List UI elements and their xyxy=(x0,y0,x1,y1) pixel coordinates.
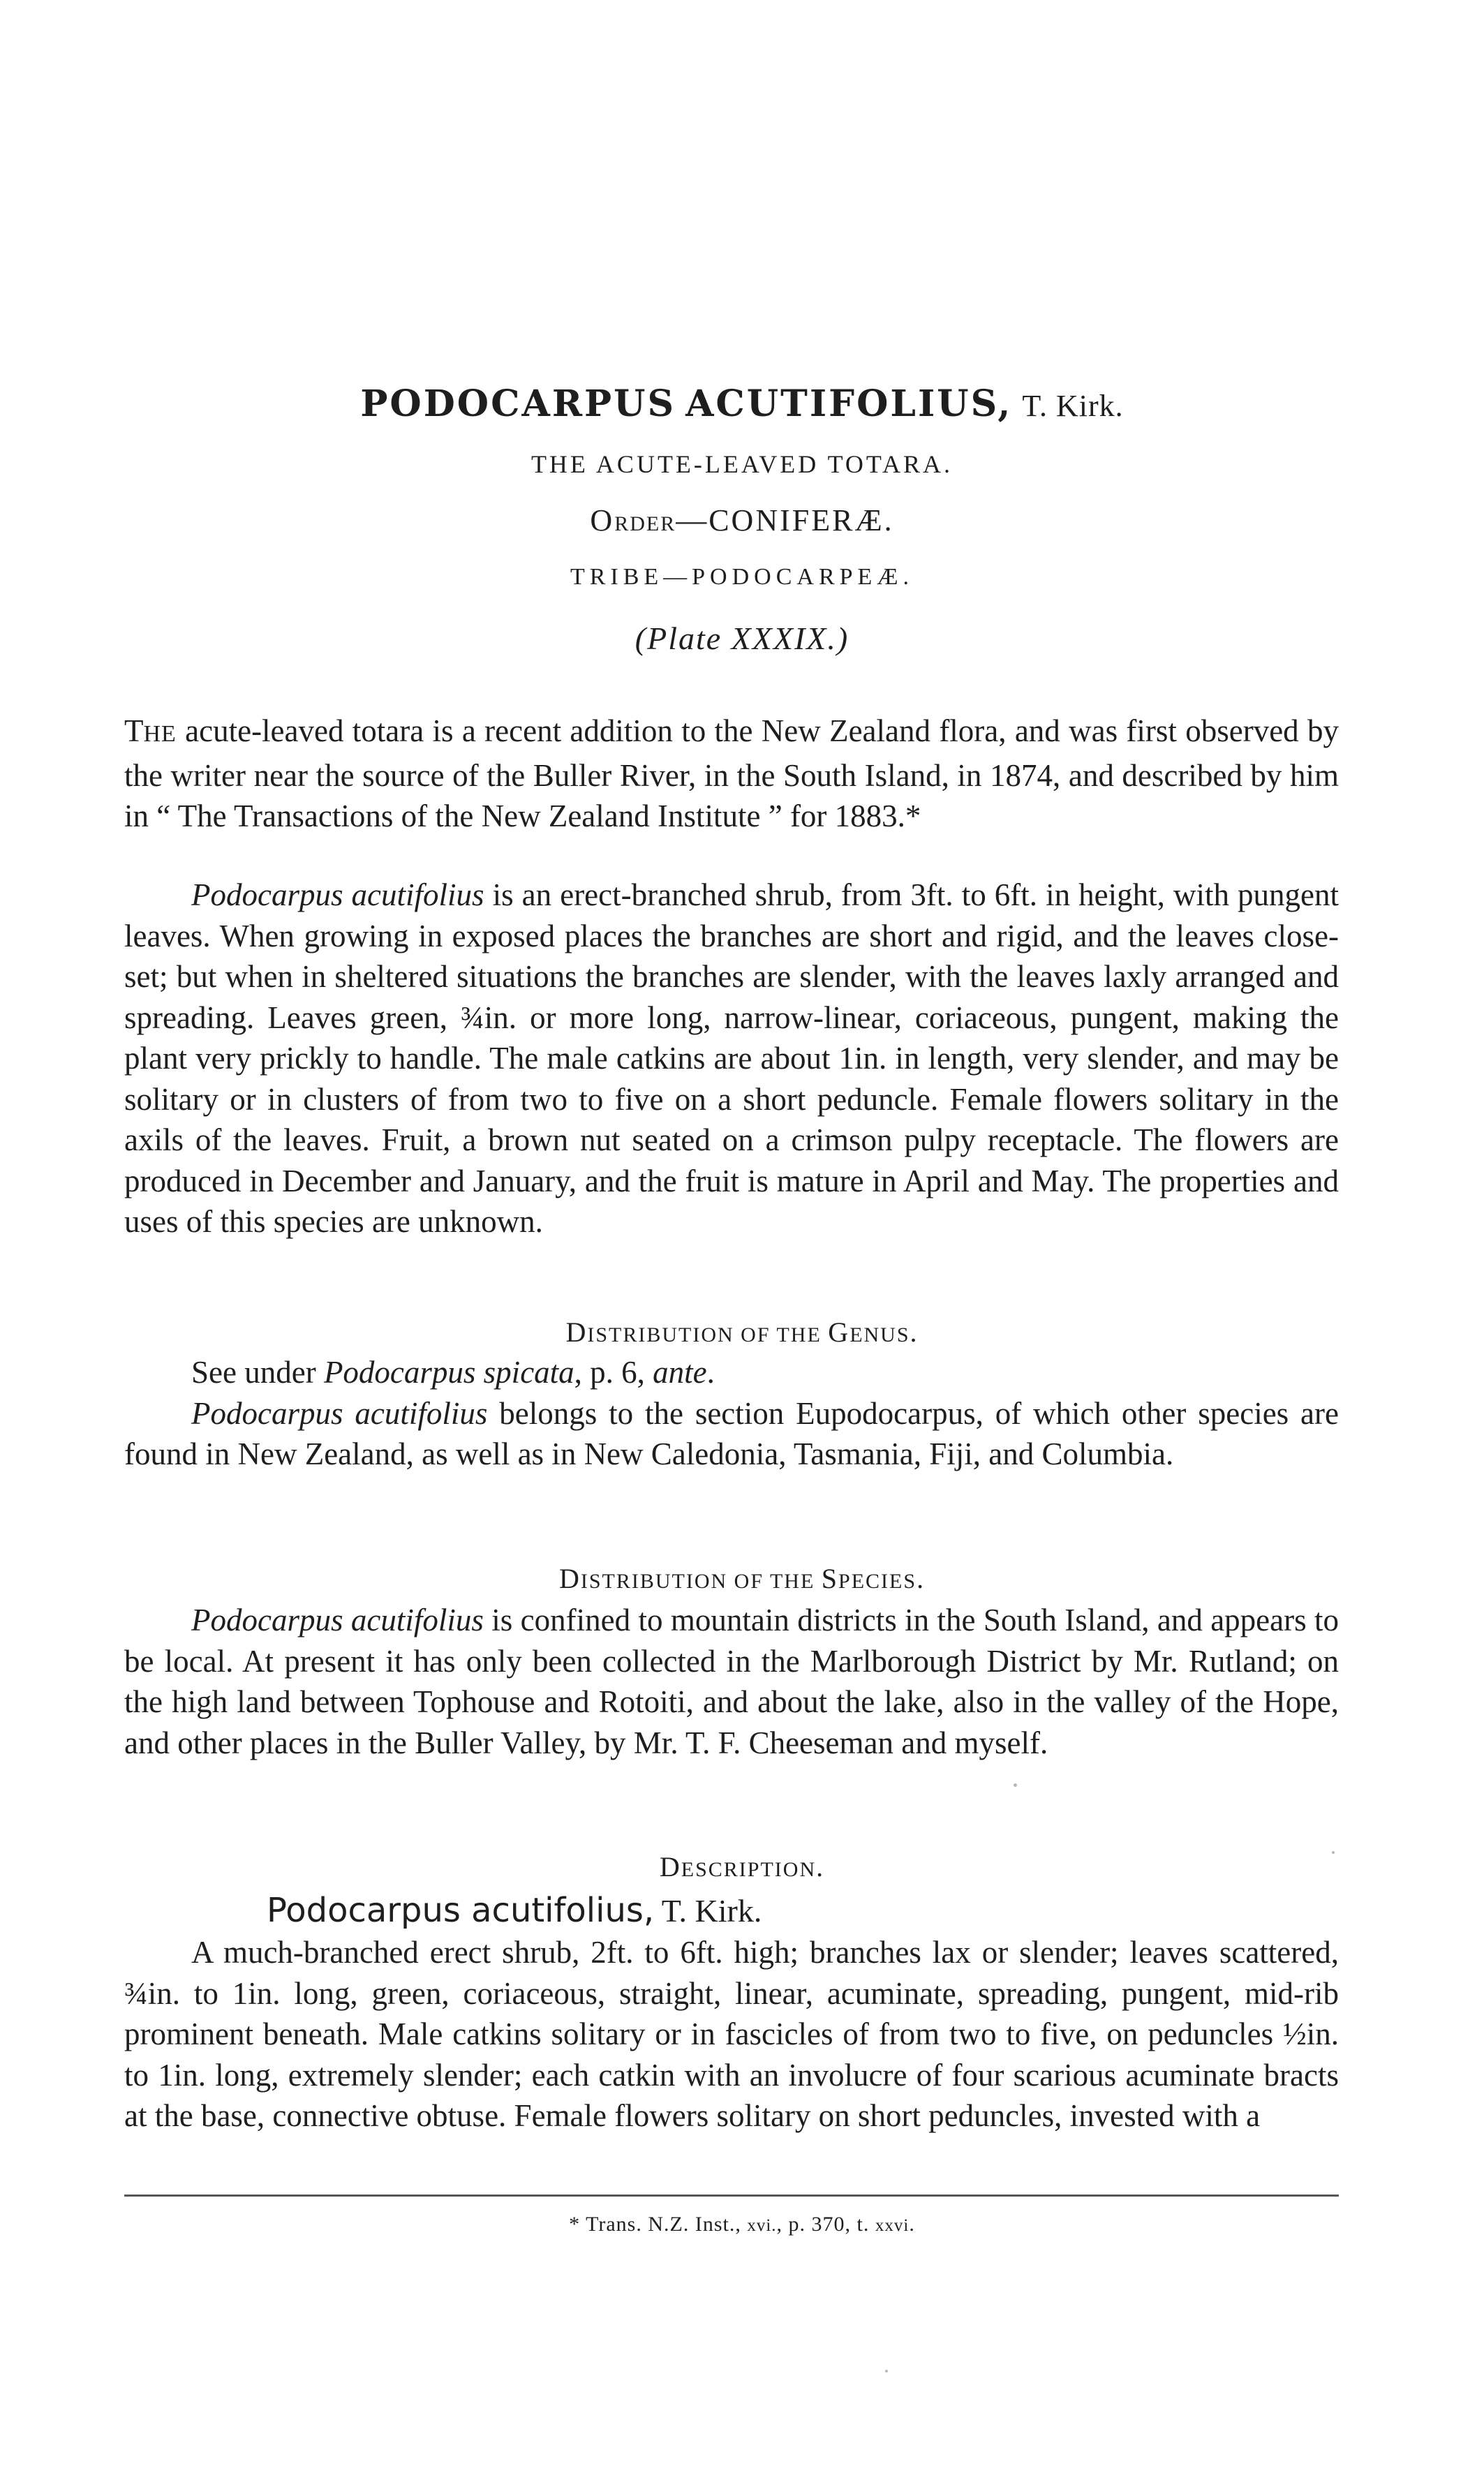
title-genus: PODOCARPUS xyxy=(360,383,676,425)
heading-small: ISTRIBUTION OF THE xyxy=(580,1570,822,1593)
section-species-name: Podocarpus acutifolius xyxy=(191,1395,488,1431)
see-species: Podocarpus spicata xyxy=(323,1355,574,1390)
intro-text: acute-leaved totara is a recent addition to the New Zealand flora, and was first observed by the writer near the source of the Buller River, in the South Island, in 1874, and described by him in “ The Transactions of the New Zealand Institute ” for 1883.* xyxy=(124,713,1339,833)
title-species: ACUTIFOLIUS, xyxy=(685,383,1013,425)
page-title xyxy=(0,376,1484,434)
heading-small: ISTRIBUTION OF THE xyxy=(587,1323,829,1346)
footnote-prefix: * Trans. N.Z. Inst., xyxy=(569,2213,748,2236)
description-heading xyxy=(0,1847,1484,1890)
section-text: belongs to the section Eupodocarpus, of which other species are found in New Zealand, as well as in New Caledonia, Tasmania, Fiji, and Columbia. xyxy=(124,1395,1339,1471)
intro-lead-cap: T xyxy=(124,713,144,748)
heading-small: PECIES xyxy=(838,1570,917,1593)
intro-lead-small: HE xyxy=(143,721,177,747)
heading-period: . xyxy=(816,1851,825,1882)
see-end: . xyxy=(706,1355,715,1390)
species-text: is confined to mountain districts in the South Island, and appears to be local. At present it has only been collected in the Marlborough District by Mr. Rutland; on the high land between Tophouse and Rotoiti, and about the lake, also in the valley of the Hope, and other places in the Buller Valley, by Mr. T. F. Cheeseman and myself. xyxy=(124,1603,1339,1760)
heading-cap: G xyxy=(828,1316,850,1348)
habit-paragraph xyxy=(124,875,1339,1242)
description-species-name xyxy=(267,1889,762,1933)
footnote-table: xxvi xyxy=(875,2216,910,2235)
heading-small: ENUS xyxy=(849,1323,910,1346)
genus-distribution-heading xyxy=(0,1312,1484,1356)
order-name: —CONIFERÆ. xyxy=(676,503,894,537)
order-line xyxy=(0,498,1484,547)
see-ante: ante xyxy=(653,1355,707,1390)
paper-speck xyxy=(1014,1783,1017,1787)
description-text xyxy=(124,1932,1339,2137)
order-prefix: O xyxy=(590,503,615,537)
order-smallcaps: RDER xyxy=(614,512,676,535)
heading-cap: D xyxy=(659,1851,681,1882)
footnote-suffix: , p. 370, t. xyxy=(776,2213,875,2236)
common-name: THE ACUTE-LEAVED TOTARA. xyxy=(530,450,954,478)
plate-reference: (Plate XXXIX.) xyxy=(635,621,849,656)
habit-text: is an erect-branched shrub, from 3ft. to 6ft. in height, with pungent leaves. When growing in exposed places the branches are short and rigid, and the leaves close-set; but when in sheltered situations the branches are slender, with the leaves laxly arranged and spreading. Leaves green, ¾in. or more long, narrow-linear, coriaceous, pungent, making the plant very prickly to handle. The male catkins are about 1in. in length, very slender, and may be solitary or in clusters of from two to five on a short peduncle. Female flowers solitary in the axils of the leaves. Fruit, a brown nut seated on a crimson pulpy receptacle. The flowers are produced in December and January, and the fruit is mature in April and May. The properties and uses of this species are unknown. xyxy=(124,877,1339,1239)
see-page: , p. 6, xyxy=(574,1355,653,1390)
tribe-line: TRIBE—PODOCARPEÆ. xyxy=(570,564,914,590)
heading-cap: D xyxy=(565,1316,588,1348)
paper-speck xyxy=(1332,1851,1335,1854)
paper-speck xyxy=(885,2370,888,2372)
heading-cap: D xyxy=(558,1563,581,1594)
footnote xyxy=(0,2207,1484,2243)
see-prefix: See under xyxy=(191,1355,324,1390)
desc-species: Podocarpus acutifolius, xyxy=(267,1891,655,1930)
heading-cap: S xyxy=(821,1563,839,1594)
heading-period: . xyxy=(910,1316,919,1348)
species-distribution-heading xyxy=(0,1559,1484,1602)
desc-body: A much-branched erect shrub, 2ft. to 6ft. high; branches lax or slender; leaves scattered, ¾in. to 1in. long, green, coriaceous, straight, linear, acuminate, spreading, pungent, mid-rib prominent beneath. Male catkins solitary or in fascicles of from two to five, on peduncles ½in. to 1in. long, extremely slender; each catkin with an involucre of four scarious acuminate bracts at the base, connective obtuse. Female flowers solitary on short peduncles, invested with a xyxy=(124,1935,1339,2133)
footnote-volume: xvi. xyxy=(747,2216,777,2235)
intro-paragraph xyxy=(124,711,1339,837)
heading-small: ESCRIPTION xyxy=(681,1858,817,1881)
title-authority: T. Kirk. xyxy=(1022,389,1124,423)
species-distribution-text xyxy=(124,1600,1339,1763)
footnote-end: . xyxy=(909,2213,915,2236)
desc-authority: T. Kirk. xyxy=(654,1893,762,1929)
heading-period: . xyxy=(917,1563,926,1594)
habit-species-name: Podocarpus acutifolius xyxy=(191,877,484,912)
genus-distribution-text xyxy=(124,1352,1339,1475)
footnote-rule xyxy=(124,2194,1339,2197)
species-name: Podocarpus acutifolius xyxy=(191,1603,484,1637)
